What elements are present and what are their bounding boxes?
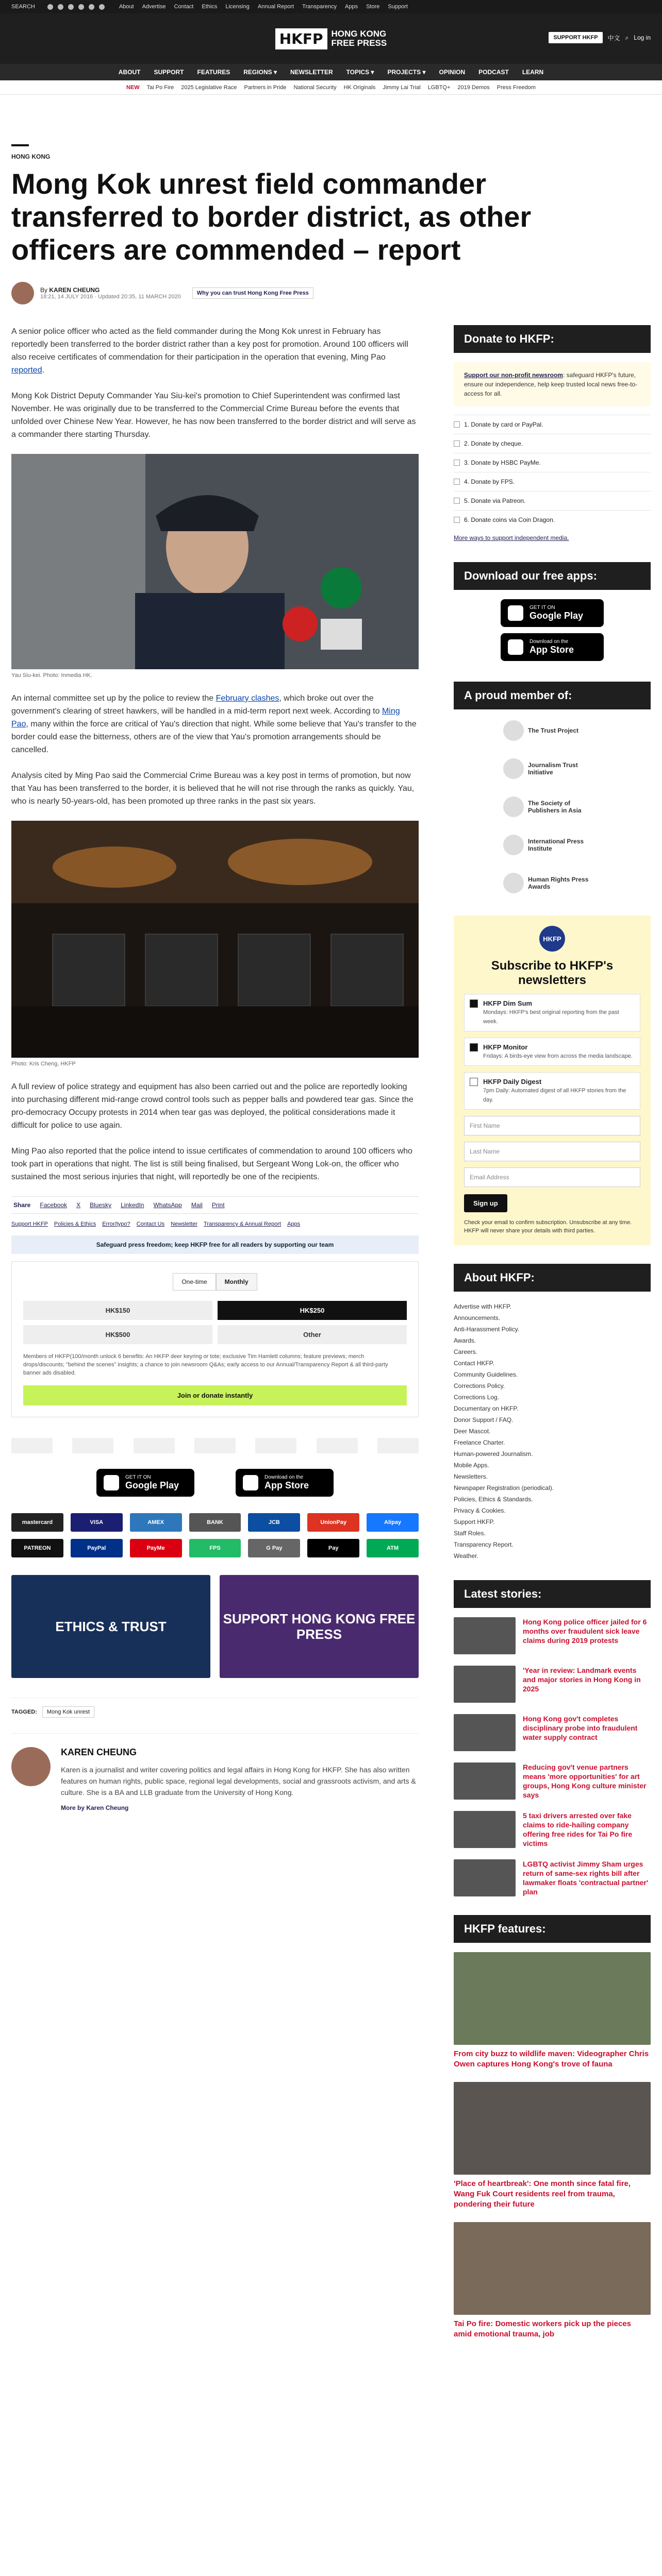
masthead <box>0 13 662 64</box>
trending-item[interactable]: Press Freedom <box>496 84 536 91</box>
hrpa-icon <box>503 873 524 893</box>
paragraph: A full review of police strategy and equipment has also been carried out and the police are reportedly looking into purchasing different mid-range crowd control tools such as pepper balls and powdered tear gas. Since the pro-democracy Occupy protests in 2014 when tear gas was deployed, the political considerations made it difficult for police to use again. <box>11 1082 413 1130</box>
fps-icon[interactable]: FPS <box>189 1539 241 1557</box>
support-hkfp-banner[interactable]: SUPPORT HONG KONG FREE PRESS <box>220 1575 419 1678</box>
newsletter-option[interactable]: HKFP Dim Sum Mondays: HKFP's best original reporting from the past week. <box>464 994 640 1031</box>
donation-method[interactable]: 6. Donate coins via Coin Dragon. <box>454 510 651 529</box>
sidebar <box>454 325 651 2352</box>
about-item[interactable]: Human-powered Journalism. <box>454 1450 533 1458</box>
top-link[interactable]: Support <box>388 4 408 10</box>
alipay-icon[interactable]: Alipay <box>367 1513 419 1532</box>
about-item[interactable]: Privacy & Cookies. <box>454 1507 506 1514</box>
donate-text: Support our non-profit newsroom: safeguard HKFP's future, ensure our independence, help keep trusted local news free-to-access for all. <box>464 371 638 397</box>
share-bluesky[interactable]: Bluesky <box>90 1201 112 1209</box>
amount-option[interactable]: HK$500 <box>23 1325 212 1344</box>
patreon-icon[interactable]: PATREON <box>11 1539 63 1557</box>
sidebar-heading: Donate to HKFP: <box>454 325 651 353</box>
more-by-author-link[interactable]: More by Karen Cheung <box>61 1804 129 1811</box>
payment-methods <box>11 1513 419 1557</box>
top-link[interactable]: Ethics <box>202 4 218 10</box>
member-logo[interactable]: The Trust Project <box>503 719 601 742</box>
nav-item[interactable]: NEWSLETTER <box>290 69 333 76</box>
share-print[interactable]: Print <box>211 1201 225 1209</box>
page-wrapper <box>11 95 651 2352</box>
story-thumbnail[interactable] <box>454 1811 516 1848</box>
monthly-tab[interactable]: Monthly <box>216 1273 257 1291</box>
tagged-label: TAGGED: <box>11 1709 37 1715</box>
hrpa-logo[interactable] <box>255 1438 296 1453</box>
search-link[interactable]: SEARCH <box>11 4 35 10</box>
member-logos <box>454 719 651 895</box>
paragraph: Analysis cited by Ming Pao said the Commercial Crime Bureau was a key post in terms of promotion, but now that Yau has been transferred to the border, it is believed that he will not rise through the ranks as quickly. Yau, who is nearly 50-years-old, has been promoted up three ranks in the past six years. <box>11 771 415 806</box>
cheque-icon <box>454 440 460 447</box>
donation-method[interactable]: 1. Donate by card or PayPal. <box>454 415 651 434</box>
article-body <box>11 325 419 2352</box>
nav-item[interactable]: TOPICS ▾ <box>346 69 374 76</box>
donation-method[interactable]: 5. Donate via Patreon. <box>454 491 651 510</box>
language-link[interactable]: 中文 <box>607 34 620 42</box>
support-newsroom-link[interactable]: Support our non-profit newsroom <box>464 371 563 379</box>
story-thumbnail[interactable] <box>454 1714 516 1751</box>
facebook-icon[interactable] <box>47 4 53 10</box>
share-mail[interactable]: Mail <box>191 1201 203 1209</box>
about-item[interactable]: Mobile Apps. <box>454 1462 489 1469</box>
paragraph: Ming Pao also reported that the police intend to issue certificates of commendation to around 100 officers who took part in operations that night. The list is still being finalised, but Sergeant Wong Lok-on, the officer who sustained the most serious injuries that night, will reportedly be one of the recipients. <box>11 1147 412 1181</box>
donation-methods <box>454 415 651 529</box>
unionpay-icon[interactable]: UnionPay <box>307 1513 359 1532</box>
paragraph: An internal committee set up by the police to review the February clashes, which broke out over the government's clearing of street hawkers, will be handled in a mid-term report next week. According to Ming Pao, many within the force are critical of Yau's direction that night. While some believe that Yau's transfer to the border could ease the bitterness, others are of the view that Yau's promotion arrangements should be cancelled. <box>11 694 417 754</box>
feature-story[interactable]: 'Place of heartbreak': One month since fatal fire, Wang Fuk Court residents reel from trauma, pondering their future <box>454 2082 651 2210</box>
about-item[interactable]: Support HKFP. <box>454 1518 495 1526</box>
checkbox-checked[interactable] <box>470 1043 478 1052</box>
card-icon <box>454 421 460 428</box>
top-link[interactable]: Annual Report <box>257 4 294 10</box>
about-item[interactable]: Announcements. <box>454 1314 501 1321</box>
member-logo[interactable]: International Press Institute <box>503 833 601 857</box>
trending-item[interactable]: Tai Po Fire <box>146 84 174 91</box>
sidebar-heading: A proud member of: <box>454 682 651 709</box>
top-link[interactable]: Apps <box>345 4 358 10</box>
google-play-button[interactable]: GET IT ON Google Play <box>96 1469 194 1497</box>
app-store-button[interactable]: Download on the App Store <box>236 1469 334 1497</box>
trending-item[interactable]: 2019 Demos <box>457 84 490 91</box>
about-item[interactable]: Documentary on HKFP. <box>454 1405 519 1412</box>
payme-icon <box>454 460 460 466</box>
story-thumbnail[interactable] <box>454 1762 516 1800</box>
about-item[interactable]: Freelance Charter. <box>454 1439 505 1446</box>
newsletter-option[interactable]: HKFP Monitor Fridays: A birds-eye view from across the media landscape. <box>464 1038 640 1066</box>
one-time-tab[interactable]: One-time <box>173 1273 216 1291</box>
feature-image[interactable] <box>454 2222 651 2315</box>
bank-icon[interactable]: BANK <box>189 1513 241 1532</box>
trending-label: NEW <box>126 84 140 91</box>
donate-box <box>454 362 651 406</box>
app-store-buttons <box>11 1469 419 1497</box>
footer-link[interactable]: Newsletter <box>171 1221 198 1227</box>
share-whatsapp[interactable]: WhatsApp <box>153 1201 182 1209</box>
feature-image[interactable] <box>454 1952 651 2045</box>
tags-row <box>11 1698 419 1718</box>
about-item[interactable]: Donor Support / FAQ. <box>454 1416 514 1423</box>
article-photo-2 <box>11 821 419 1058</box>
safeguard-banner[interactable]: Safeguard press freedom; keep HKFP free for all readers by supporting our team <box>11 1235 419 1254</box>
donation-method[interactable]: 2. Donate by cheque. <box>454 434 651 453</box>
share-facebook[interactable]: Facebook <box>40 1201 68 1209</box>
newsletter-option[interactable]: HKFP Daily Digest 7pm Daily: Automated digest of all HKFP stories from the day. <box>464 1072 640 1110</box>
site-logo[interactable] <box>275 28 387 49</box>
logo-text: HONG KONG FREE PRESS <box>331 29 387 48</box>
latest-story[interactable]: Hong Kong police officer jailed for 6 months over fraudulent sick leave claims during 2019 protests <box>454 1617 651 1654</box>
about-item[interactable]: Corrections Log. <box>454 1394 500 1401</box>
feature-story[interactable]: Tai Po fire: Domestic workers pick up the pieces amid emotional trauma, job <box>454 2222 651 2340</box>
trending-item[interactable]: 2025 Legislative Race <box>181 84 237 91</box>
updated-date: Updated 20:35, 11 MARCH 2020 <box>98 294 181 300</box>
masthead-actions <box>549 32 651 43</box>
about-item[interactable]: Policies, Ethics & Standards. <box>454 1496 533 1503</box>
apple-icon <box>243 1475 258 1490</box>
trust-project-icon <box>503 720 524 741</box>
story-thumbnail[interactable] <box>454 1617 516 1654</box>
about-item[interactable]: Deer Mascot. <box>454 1428 491 1435</box>
nav-item[interactable]: ABOUT <box>118 69 141 76</box>
fps-icon <box>454 479 460 485</box>
byline: By KAREN CHEUNG 18:21, 14 JULY 2016 · Updated 20:35, 11 MARCH 2020 Why you can trust Hong Kong Free Press <box>11 282 651 304</box>
trending-item[interactable]: Jimmy Lai Trial <box>383 84 421 91</box>
join-donate-button[interactable]: Join or donate instantly <box>23 1385 407 1405</box>
trending-item[interactable]: Partners in Pride <box>244 84 287 91</box>
about-item[interactable]: Staff Roles. <box>454 1530 486 1537</box>
latest-story[interactable]: 5 taxi drivers arrested over fake claims to ride-hailing company offering free rides for Tai Po fire victims <box>454 1811 651 1848</box>
feature-image[interactable] <box>454 2082 651 2175</box>
telegram-icon[interactable] <box>99 4 105 10</box>
checkbox-unchecked[interactable] <box>470 1078 478 1086</box>
app-store-button[interactable]: Download on the App Store <box>501 633 604 661</box>
photo-caption: Yau Siu-kei. Photo: Inmedia HK. <box>11 672 92 679</box>
footer-link[interactable]: Contact Us <box>136 1221 165 1227</box>
footer-link[interactable]: Support HKFP <box>11 1221 48 1227</box>
membership-note: Members of HKFP(100/month unlock 6 benefits: An HKFP deer keyring or tote; exclusive Tim Hamlett columns; feature previews; merch drops/discounts; "behind the scenes" insights; a chance to join newsroom Q&As; early access to our Annual/Transparency Report & all third-party banner ads disabled. <box>23 1353 388 1376</box>
amex-icon[interactable]: AMEX <box>130 1513 182 1532</box>
google-play-icon <box>508 605 523 621</box>
article-footer-links <box>11 1221 419 1227</box>
visa-icon[interactable]: VISA <box>71 1513 123 1532</box>
top-link[interactable]: Advertise <box>142 4 166 10</box>
top-links <box>119 4 408 10</box>
story-thumbnail[interactable] <box>454 1859 516 1896</box>
paragraph: Mong Kok District Deputy Commander Yau Siu-kei's promotion to Chief Superintendent was confirmed last November. He was originally due to be transferred to the Commercial Crime Bureau before the events that unfolded over Chinese New Year. However, he has now been transferred to the border district and will serve as a commander there starting Thursday. <box>11 392 416 439</box>
sidebar-heading: Download our free apps: <box>454 562 651 590</box>
coin-icon <box>454 517 460 523</box>
about-item[interactable]: Careers. <box>454 1348 478 1355</box>
tag-pill[interactable]: Mong Kok unrest <box>42 1706 94 1718</box>
about-item[interactable]: Newspaper Registration (periodical). <box>454 1484 554 1492</box>
trending-bar <box>0 80 662 95</box>
ipi-logo[interactable] <box>194 1438 236 1453</box>
nav-item[interactable]: PODCAST <box>478 69 509 76</box>
nav-item[interactable]: FEATURES <box>197 69 230 76</box>
member-logo[interactable]: Human Rights Press Awards <box>503 871 601 895</box>
logo-mark: HKFP <box>275 28 327 49</box>
footer-link[interactable]: Error/typo? <box>102 1221 130 1227</box>
last-name-field[interactable]: Last Name <box>464 1142 640 1161</box>
main-columns <box>11 325 651 2352</box>
instagram-icon[interactable] <box>68 4 74 10</box>
february-clashes-link[interactable]: February clashes <box>216 694 279 703</box>
google-play-button[interactable]: GET IT ON Google Play <box>501 599 604 627</box>
partner-logo[interactable] <box>317 1438 358 1453</box>
amount-option-selected[interactable]: HK$250 <box>218 1301 407 1320</box>
top-link[interactable]: Licensing <box>225 4 250 10</box>
nav-item[interactable]: OPINION <box>439 69 466 76</box>
mastercard-icon[interactable]: mastercard <box>11 1513 63 1532</box>
jcb-icon[interactable]: JCB <box>248 1513 300 1532</box>
footer-link[interactable]: Policies & Ethics <box>54 1221 96 1227</box>
about-item[interactable]: Anti-Harassment Policy. <box>454 1326 520 1333</box>
promo-banners <box>11 1575 419 1678</box>
sopa-logo[interactable] <box>134 1438 175 1453</box>
first-name-field[interactable]: First Name <box>464 1116 640 1136</box>
kicker-rule <box>11 144 29 146</box>
footer-link[interactable]: Transparency & Annual Report <box>204 1221 282 1227</box>
sidebar-heading: Latest stories: <box>454 1580 651 1608</box>
x-icon[interactable] <box>58 4 63 10</box>
amount-option[interactable]: Other <box>218 1325 407 1344</box>
about-item[interactable]: Newsletters. <box>454 1473 488 1480</box>
sidebar-app-buttons <box>454 599 651 661</box>
article-photo-1 <box>11 454 419 669</box>
threads-icon[interactable] <box>89 4 94 10</box>
support-hkfp-button[interactable]: SUPPORT HKFP <box>549 32 602 43</box>
about-item[interactable]: Contact HKFP. <box>454 1360 494 1367</box>
top-link[interactable]: Transparency <box>302 4 337 10</box>
publish-date: 18:21, 14 JULY 2016 <box>40 294 93 300</box>
login-link[interactable]: Log in <box>634 34 651 41</box>
main-nav <box>0 64 662 80</box>
newsletter-title: Subscribe to HKFP's newsletters <box>491 959 614 987</box>
story-thumbnail[interactable] <box>454 1666 516 1703</box>
article-title: Mong Kok unrest field commander transferred to border district, as other officers are commended – report <box>11 167 532 266</box>
photo-caption: Photo: Kris Cheng, HKFP <box>11 1061 76 1067</box>
about-item[interactable]: Corrections Policy. <box>454 1382 505 1389</box>
newsletter-note: Check your email to confirm subscription. Unsubscribe at any time. HKFP will never share your details with third parties. <box>464 1219 632 1234</box>
about-item[interactable]: Community Guidelines. <box>454 1371 518 1378</box>
trending-item[interactable]: National Security <box>293 84 337 91</box>
nav-item[interactable]: SUPPORT <box>154 69 184 76</box>
youtube-icon[interactable] <box>78 4 84 10</box>
reported-link[interactable]: reported <box>11 366 42 375</box>
newsletter-box <box>454 916 651 1245</box>
paypal-icon[interactable]: PayPal <box>71 1539 123 1557</box>
sopa-icon <box>503 796 524 817</box>
author-box <box>11 1733 419 1812</box>
applepay-icon[interactable]: Pay <box>307 1539 359 1557</box>
trust-project-logo[interactable] <box>11 1438 53 1453</box>
partner-logo[interactable] <box>377 1438 419 1453</box>
latest-story[interactable]: 'Year in review: Landmark events and major stories in Hong Kong in 2025 <box>454 1666 651 1703</box>
about-item[interactable]: Awards. <box>454 1337 476 1344</box>
more-ways-link[interactable]: More ways to support independent media. <box>454 534 569 541</box>
jti-icon <box>503 758 524 779</box>
trending-item[interactable]: LGBTQ+ <box>427 84 451 91</box>
trust-logos-row <box>11 1438 419 1453</box>
by-label: By <box>40 286 48 294</box>
share-bar <box>11 1196 419 1214</box>
ethics-trust-banner[interactable]: ETHICS & TRUST <box>11 1575 210 1678</box>
crowd-photo-graphic <box>11 821 419 1058</box>
jti-logo[interactable] <box>72 1438 113 1453</box>
nav-item[interactable]: LEARN <box>522 69 544 76</box>
checkbox-checked[interactable] <box>470 999 478 1008</box>
payme-icon[interactable]: PayMe <box>130 1539 182 1557</box>
google-play-icon <box>104 1475 119 1490</box>
author-avatar-large[interactable] <box>11 1747 51 1786</box>
latest-story[interactable]: Hong Kong gov't completes disciplinary probe into fraudulent water supply contract <box>454 1714 651 1751</box>
donation-widget <box>11 1261 419 1417</box>
author-name[interactable]: KAREN CHEUNG <box>49 286 100 294</box>
paragraph: A senior police officer who acted as the field commander during the Mong Kok unrest in February has reportedly been transferred to the border district rather than a key post for promotion. Around 100 officers will also receive certificates of commendation for their participation in the operation that evening, Ming Pao reported. <box>11 327 408 375</box>
footer-link[interactable]: Apps <box>287 1221 301 1227</box>
amount-options <box>23 1301 407 1344</box>
member-logo[interactable]: Journalism Trust Initiative <box>503 757 601 781</box>
signup-button[interactable]: Sign up <box>464 1194 507 1212</box>
email-field[interactable]: Email Address <box>464 1167 640 1187</box>
amount-option[interactable]: HK$150 <box>23 1301 212 1320</box>
donation-method[interactable]: 4. Donate by FPS. <box>454 472 651 491</box>
search-icon[interactable]: ⌕ <box>625 33 629 41</box>
nav-item[interactable]: REGIONS ▾ <box>243 69 277 76</box>
top-link[interactable]: About <box>119 4 134 10</box>
donation-method[interactable]: 3. Donate by HSBC PayMe. <box>454 453 651 472</box>
author-box-name[interactable]: KAREN CHEUNG <box>61 1747 137 1757</box>
ipi-icon <box>503 835 524 855</box>
member-logo[interactable]: The Society of Publishers in Asia <box>503 795 601 819</box>
share-label: Share <box>13 1201 31 1209</box>
about-item[interactable]: Transparency Report. <box>454 1541 514 1548</box>
sidebar-heading: HKFP features: <box>454 1915 651 1943</box>
feature-story[interactable]: From city buzz to wildlife maven: Videographer Chris Owen captures Hong Kong's trove of fauna <box>454 1952 651 2070</box>
patreon-icon <box>454 498 460 504</box>
why-trust-link[interactable]: Why you can trust Hong Kong Free Press <box>192 287 313 299</box>
frequency-toggle <box>23 1273 407 1291</box>
apple-icon <box>508 639 523 655</box>
trending-item[interactable]: HK Originals <box>343 84 376 91</box>
officer-photo-graphic <box>11 454 419 669</box>
latest-story[interactable]: LGBTQ activist Jimmy Sham urges return of same-sex rights bill after lawmaker floats 'contractual partner' plan <box>454 1859 651 1896</box>
top-link[interactable]: Store <box>366 4 380 10</box>
top-utility-bar <box>0 0 662 13</box>
author-avatar[interactable] <box>11 282 34 304</box>
hkfp-badge: HKFP <box>539 926 565 952</box>
about-item[interactable]: Advertise with HKFP. <box>454 1303 511 1310</box>
latest-story[interactable]: Reducing gov't venue partners means 'more opportunities' for art groups, Hong Kong culture minister says <box>454 1762 651 1800</box>
top-link[interactable]: Contact <box>174 4 194 10</box>
about-list <box>454 1301 651 1562</box>
share-linkedin[interactable]: LinkedIn <box>121 1201 144 1209</box>
article-kicker[interactable]: HONG KONG <box>11 153 51 160</box>
gpay-icon[interactable]: G Pay <box>248 1539 300 1557</box>
about-item[interactable]: Weather. <box>454 1552 478 1560</box>
social-icons <box>47 4 105 10</box>
ming-pao-link[interactable]: Ming Pao <box>11 707 400 728</box>
author-bio: Karen is a journalist and writer covering politics and legal affairs in Hong Kong for HKFP. She has also written features on human rights, public space, regional legal developments, social and grassroots activism, and arts & culture. She is a BA and LLB graduate from the University of Hong Kong. <box>61 1766 416 1797</box>
sidebar-heading: About HKFP: <box>454 1264 651 1292</box>
share-x[interactable]: X <box>76 1201 81 1209</box>
nav-item[interactable]: PROJECTS ▾ <box>387 69 426 76</box>
atm-icon[interactable]: ATM <box>367 1539 419 1557</box>
